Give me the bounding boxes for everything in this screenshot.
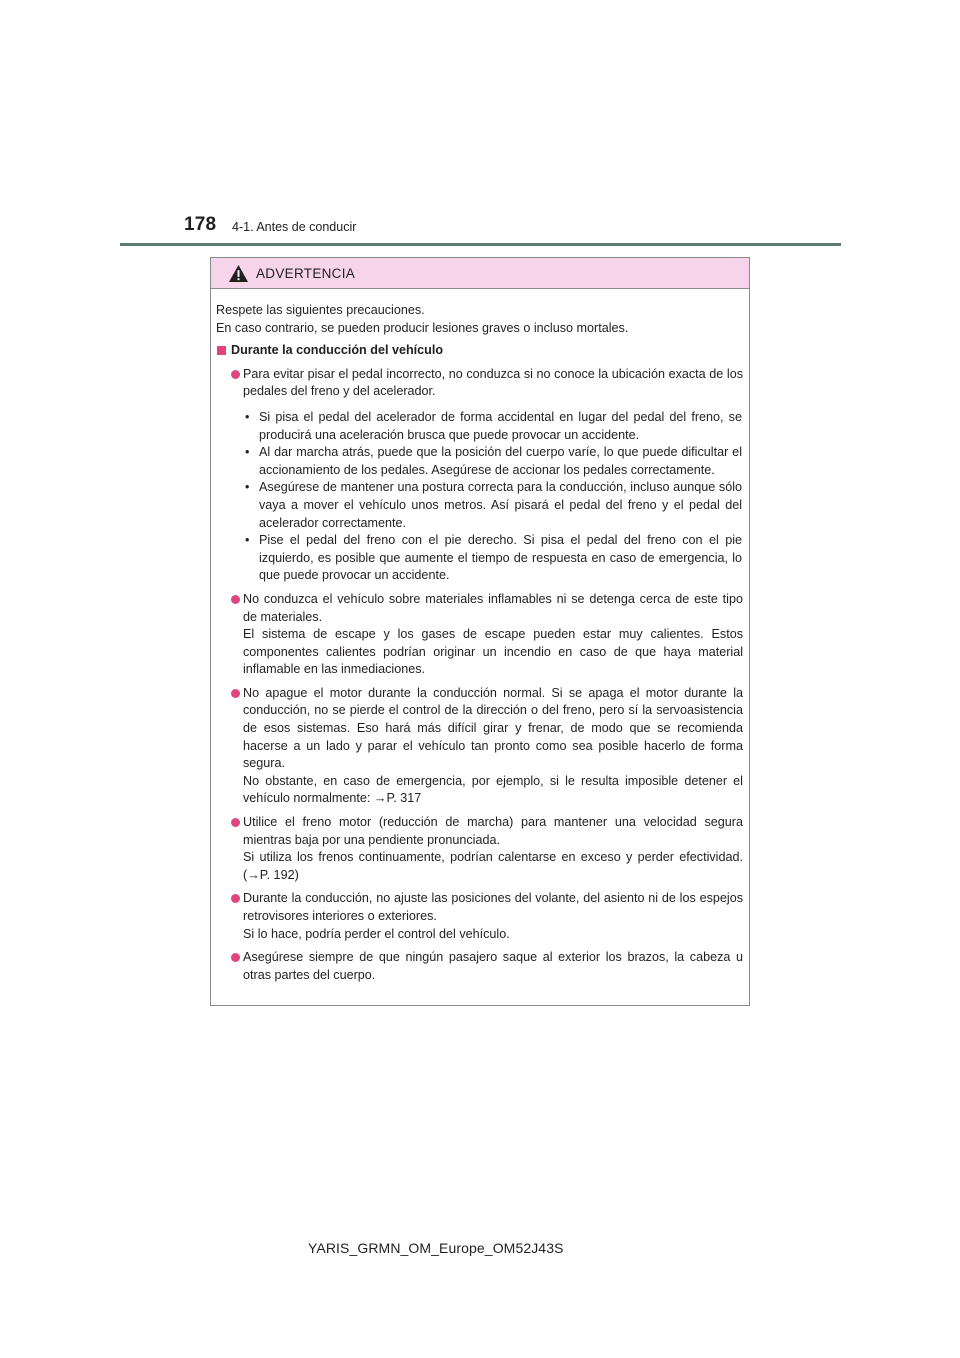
- warning-box: [210, 257, 750, 1006]
- item-paragraph: No apague el motor durante la conducción normal. Si se apaga el motor durante la conducción, no se pierde el control de la dirección o del freno, pero sí la servoasistencia de esos sistemas. Eso hará más difícil girar y frenar, de modo que se recomienda hacerse a un lado y parar el vehículo tan pronto como sea posible hacerlo de forma segura.: [243, 685, 743, 771]
- warning-intro: [216, 302, 743, 337]
- sub-list-item: [243, 479, 743, 532]
- pink-dot-icon: [231, 953, 240, 962]
- item-paragraph: No obstante, en caso de emergencia, por ejemplo, si le resulta imposible detener el vehículo normalmente: →P. 317: [243, 773, 743, 806]
- header-rule: [120, 243, 841, 246]
- warning-item: [216, 890, 743, 943]
- item-paragraph: Si utiliza los frenos continuamente, podrían calentarse en exceso y perder efectividad. (→P. 192): [243, 850, 743, 882]
- pink-dot-icon: [231, 595, 240, 604]
- sub-list-text: Pise el pedal del freno con el pie derecho. Si pisa el pedal del freno con el pie izquierdo, es posible que aumente el tiempo de respuesta en caso de emergencia, lo que puede provocar un accidente.: [259, 533, 742, 583]
- intro-line: Respete las siguientes precauciones.: [216, 303, 425, 317]
- sub-list-item: [243, 532, 743, 585]
- item-paragraph: Si lo hace, podría perder el control del vehículo.: [243, 926, 510, 941]
- warning-item: [216, 814, 743, 884]
- pink-square-icon: [217, 346, 226, 355]
- bullet-mark: •: [245, 445, 250, 460]
- sub-list-text: Asegúrese de mantener una postura correcta para la conducción, incluso aunque sólo vaya a mover el vehículo unos metros. Así pisará el pedal del freno y el pedal del acelerador correctamente.: [259, 480, 742, 530]
- item-paragraph: Para evitar pisar el pedal incorrecto, no conduzca si no conoce la ubicación exacta de los pedales del freno y del acelerador.: [243, 366, 743, 399]
- intro-line: En caso contrario, se pueden producir lesiones graves o incluso mortales.: [216, 320, 629, 335]
- warning-body: [211, 289, 749, 984]
- sub-list-text: Al dar marcha atrás, puede que la posición del cuerpo varíe, lo que puede dificultar el accionamiento de los pedales. Asegúrese de accionar los pedales correctamente.: [259, 445, 742, 477]
- warning-item: [216, 591, 743, 679]
- pink-dot-icon: [231, 689, 240, 698]
- warning-header: [211, 258, 749, 289]
- document-code: YARIS_GRMN_OM_Europe_OM52J43S: [308, 1240, 564, 1256]
- pink-dot-icon: [231, 370, 240, 379]
- warning-title: ADVERTENCIA: [256, 265, 356, 281]
- sub-list-item: [243, 444, 743, 479]
- bullet-mark: •: [245, 480, 250, 495]
- sub-list-item: [243, 409, 743, 444]
- section-title: 4-1. Antes de conducir: [232, 220, 357, 234]
- bullet-mark: •: [245, 533, 250, 548]
- page-number: 178: [184, 214, 217, 235]
- warning-item: [216, 949, 743, 984]
- bullet-mark: •: [245, 409, 250, 424]
- sub-list: [243, 409, 743, 585]
- warning-item: [216, 366, 743, 585]
- sub-list-text: Si pisa el pedal del acelerador de forma accidental en lugar del pedal del freno, se producirá una aceleración brusca que puede provocar un accidente.: [259, 409, 742, 442]
- warning-triangle-icon: [228, 264, 249, 283]
- subheading: [216, 342, 743, 360]
- item-paragraph: Utilice el freno motor (reducción de marcha) para mantener una velocidad segura mientras baja por una pendiente pronunciada.: [243, 815, 743, 847]
- item-paragraph: Durante la conducción, no ajuste las posiciones del volante, del asiento ni de los espejos retrovisores interiores o exteriores.: [243, 891, 743, 923]
- item-paragraph: El sistema de escape y los gases de escape pueden estar muy calientes. Estos componentes calientes podrían originar un incendio en caso de que haya material inflamable en las inmediaciones.: [243, 627, 743, 677]
- subheading-text: Durante la conducción del vehículo: [231, 343, 444, 358]
- warning-item: [216, 685, 743, 808]
- pink-dot-icon: [231, 894, 240, 903]
- item-paragraph: No conduzca el vehículo sobre materiales inflamables ni se detenga cerca de este tipo de materiales.: [243, 591, 743, 624]
- item-paragraph: Asegúrese siempre de que ningún pasajero saque al exterior los brazos, la cabeza u otras partes del cuerpo.: [243, 950, 743, 982]
- pink-dot-icon: [231, 818, 240, 827]
